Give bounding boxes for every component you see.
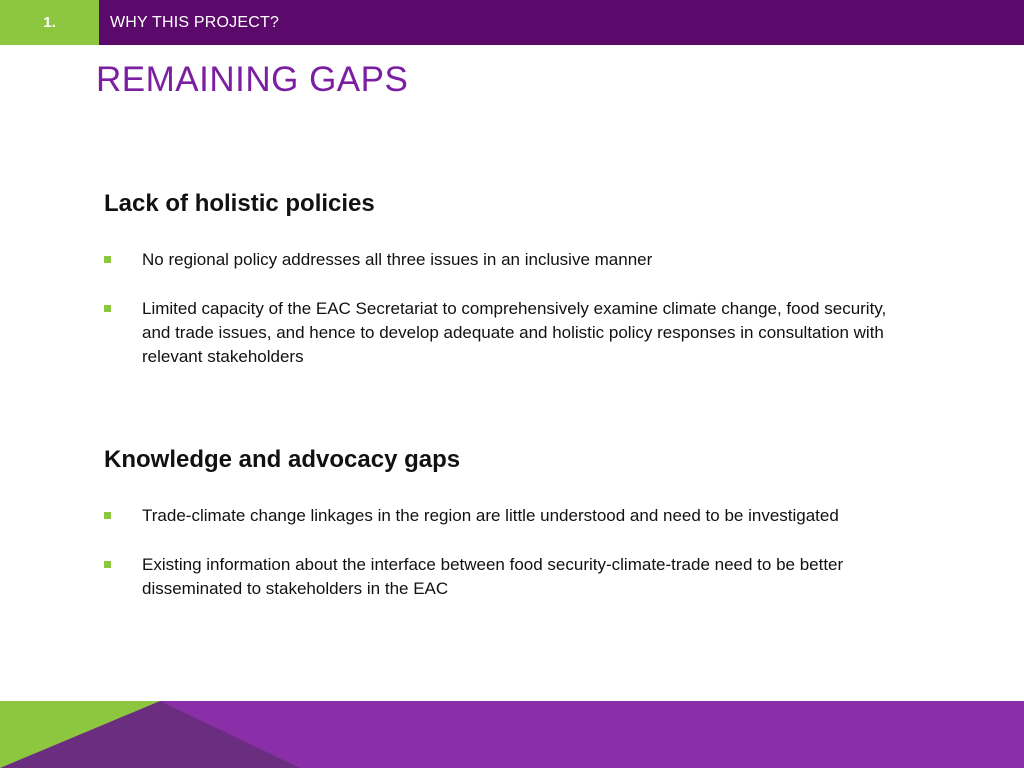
square-bullet-icon — [104, 256, 111, 263]
section-number: 1. — [0, 0, 99, 45]
list-item — [104, 553, 904, 601]
section-heading-knowledge: Knowledge and advocacy gaps — [104, 446, 461, 473]
list-item — [104, 248, 904, 272]
footer-banner — [0, 701, 1024, 768]
section-heading-policies: Lack of holistic policies — [104, 190, 375, 217]
slide-title: REMAINING GAPS — [96, 60, 409, 99]
bullet-text: No regional policy addresses all three issues in an inclusive manner — [142, 250, 653, 269]
bullet-text: Limited capacity of the EAC Secretariat to comprehensively examine climate change, food security, and trade issues, and hence to develop adequate and holistic policy responses in consultation with relevant stakeholders — [142, 299, 887, 366]
bullet-text: Existing information about the interface between food security-climate-trade need to be better disseminated to stakeholders in the EAC — [142, 555, 844, 598]
section-title: WHY THIS PROJECT? — [110, 13, 280, 31]
bullet-list-knowledge — [104, 504, 904, 626]
square-bullet-icon — [104, 305, 111, 312]
list-item — [104, 504, 904, 528]
bullet-text: Trade-climate change linkages in the region are little understood and need to be investigated — [142, 506, 839, 525]
bullet-list-policies — [104, 248, 904, 394]
list-item — [104, 297, 904, 369]
square-bullet-icon — [104, 512, 111, 519]
square-bullet-icon — [104, 561, 111, 568]
